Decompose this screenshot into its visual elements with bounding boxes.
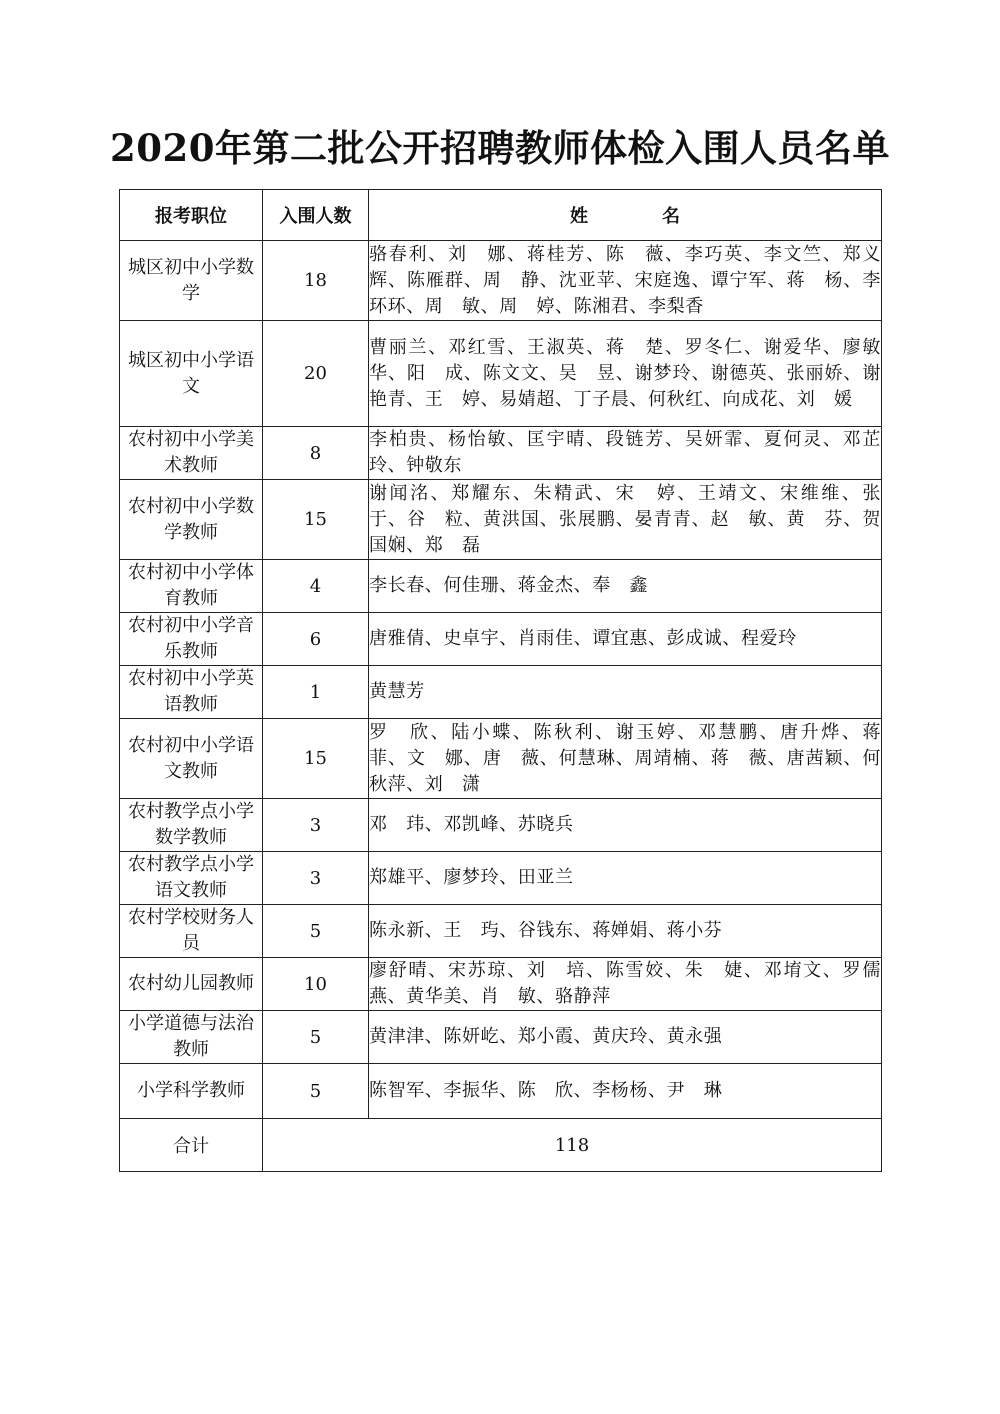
count-cell: 15 (263, 719, 369, 799)
count-cell: 1 (263, 666, 369, 719)
table-row (120, 560, 882, 613)
position-cell: 城区初中小学语文 (120, 321, 263, 427)
names-cell: 陈永新、王 玙、谷钱东、蒋婵娟、蒋小芬 (369, 905, 882, 958)
names-cell: 黄慧芳 (369, 666, 882, 719)
count-cell: 3 (263, 852, 369, 905)
names-cell: 谢闻洺、郑耀东、朱精武、宋 婷、王靖文、宋维维、张 于、谷 粒、黄洪国、张展鹏、晏青青、赵 敏、黄 芬、贺国娴、郑 磊 (369, 480, 882, 560)
header-position: 报考职位 (120, 190, 263, 241)
table-row (120, 1011, 882, 1064)
position-cell: 农村初中小学音乐教师 (120, 613, 263, 666)
position-cell: 城区初中小学数学 (120, 241, 263, 321)
count-cell: 5 (263, 1011, 369, 1064)
names-cell: 邓 玮、邓凯峰、苏晓兵 (369, 799, 882, 852)
names-cell: 罗 欣、陆小蝶、陈秋利、谢玉婷、邓慧鹏、唐升烨、蒋 菲、文 娜、唐 薇、何慧琳、周靖楠、蒋 薇、唐茜颖、何秋萍、刘 潇 (369, 719, 882, 799)
count-cell: 15 (263, 480, 369, 560)
position-cell: 农村初中小学美术教师 (120, 427, 263, 480)
total-row (120, 1119, 882, 1172)
count-cell: 10 (263, 958, 369, 1011)
table-row (120, 480, 882, 560)
names-cell: 陈智军、李振华、陈 欣、李杨杨、尹 琳 (369, 1064, 882, 1119)
table-row (120, 321, 882, 427)
names-cell: 曹丽兰、邓红雪、王淑英、蒋 楚、罗冬仁、谢爱华、廖敏华、阳 成、陈文文、吴 昱、谢梦玲、谢德英、张丽娇、谢艳青、王 婷、易婧超、丁子晨、何秋红、向成花、刘 媛 (369, 321, 882, 427)
count-cell: 6 (263, 613, 369, 666)
count-cell: 3 (263, 799, 369, 852)
names-cell: 廖舒晴、宋苏琼、刘 培、陈雪姣、朱 婕、邓堉文、罗儒燕、黄华美、肖 敏、骆静萍 (369, 958, 882, 1011)
table-row (120, 427, 882, 480)
count-cell: 5 (263, 1064, 369, 1119)
names-cell: 骆春利、刘 娜、蒋桂芳、陈 薇、李巧英、李文竺、郑义辉、陈雁群、周 静、沈亚苹、宋庭逸、谭宁军、蒋 杨、李环环、周 敏、周 婷、陈湘君、李梨香 (369, 241, 882, 321)
count-cell: 18 (263, 241, 369, 321)
roster-table (119, 189, 900, 1172)
table-row (120, 1064, 882, 1119)
header-names (369, 190, 882, 241)
document-title: 2020年第二批公开招聘教师体检入围人员名单 (110, 126, 890, 170)
table-row (120, 799, 882, 852)
table-row (120, 958, 882, 1011)
position-cell: 农村教学点小学语文教师 (120, 852, 263, 905)
total-label: 合计 (120, 1119, 263, 1172)
table-row (120, 719, 882, 799)
header-count: 入围人数 (263, 190, 369, 241)
position-cell: 农村初中小学体育教师 (120, 560, 263, 613)
names-cell: 黄津津、陈妍屹、郑小霞、黄庆玲、黄永强 (369, 1011, 882, 1064)
position-cell: 农村初中小学英语教师 (120, 666, 263, 719)
names-cell: 郑雄平、廖梦玲、田亚兰 (369, 852, 882, 905)
names-cell: 李柏贵、杨怡敏、匡宇晴、段链芳、吴妍霏、夏何灵、邓芷玲、钟敬东 (369, 427, 882, 480)
names-cell: 唐雅倩、史卓宇、肖雨佳、谭宜惠、彭成诚、程爱玲 (369, 613, 882, 666)
position-cell: 农村初中小学数学教师 (120, 480, 263, 560)
position-cell: 小学科学教师 (120, 1064, 263, 1119)
table-row (120, 241, 882, 321)
position-cell: 农村学校财务人员 (120, 905, 263, 958)
table-row (120, 852, 882, 905)
total-value: 118 (263, 1119, 882, 1172)
table-row (120, 905, 882, 958)
count-cell: 8 (263, 427, 369, 480)
header-row (120, 190, 882, 241)
position-cell: 农村教学点小学数学教师 (120, 799, 263, 852)
names-cell: 李长春、何佳珊、蒋金杰、奉 鑫 (369, 560, 882, 613)
count-cell: 20 (263, 321, 369, 427)
table-row (120, 613, 882, 666)
header-names-label: 姓 名 (570, 206, 708, 227)
table-row (120, 666, 882, 719)
position-cell: 农村初中小学语文教师 (120, 719, 263, 799)
position-cell: 小学道德与法治教师 (120, 1011, 263, 1064)
position-cell: 农村幼儿园教师 (120, 958, 263, 1011)
count-cell: 5 (263, 905, 369, 958)
count-cell: 4 (263, 560, 369, 613)
